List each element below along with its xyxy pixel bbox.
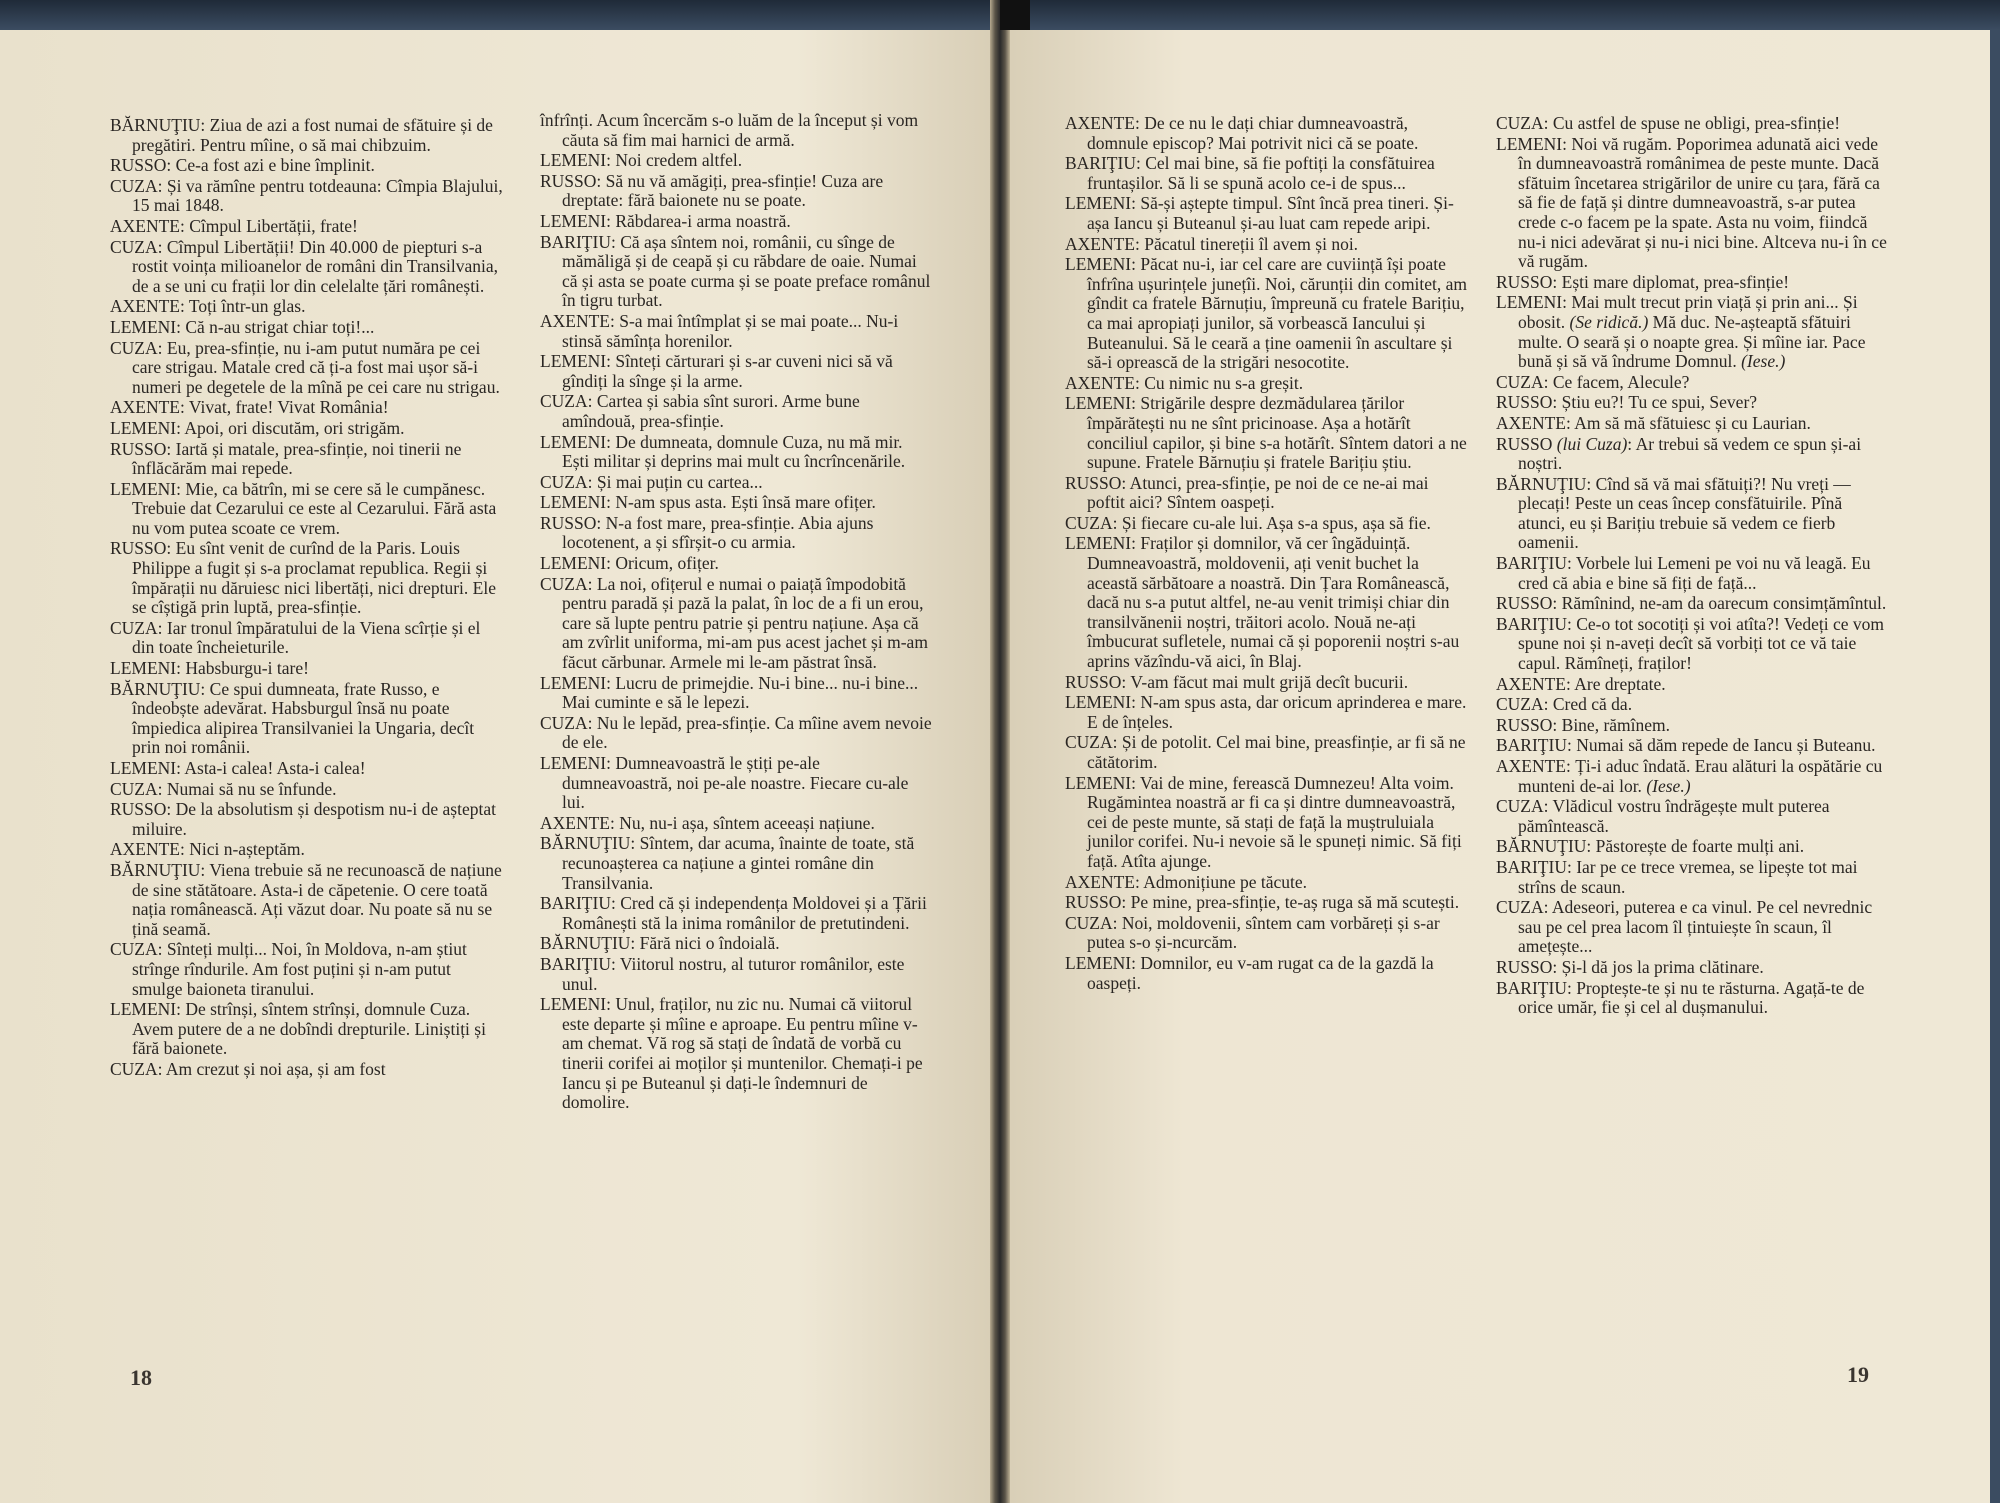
dialogue-line: CUZA: Nu le lepăd, prea-sfinție. Ca mîine avem nevoie de ele.: [540, 712, 932, 753]
dialogue-line: RUSSO: Rămînind, ne-am da oarecum consimțămîntul.: [1496, 593, 1887, 614]
book-spine: [990, 0, 1010, 1503]
dialogue-line: CUZA: Și fiecare cu-ale lui. Așa s-a spus, așa să fie.: [1065, 512, 1431, 533]
dialogue-line: LEMENI: Mie, ca bătrîn, mi se cere să le cumpănesc. Trebuie dat Cezarului ce este al Cezarului. Fără asta nu vom putea scoate ce vrem.: [110, 478, 497, 538]
dialogue-line: RUSSO (lui Cuza): Ar trebui să vedem ce spun și-ai noștri.: [1496, 433, 1862, 474]
dialogue-line: CUZA: Și de potolit. Cel mai bine, preasfinție, ar fi să ne cătătorim.: [1065, 732, 1466, 772]
dialogue-line: BARIŢIU: Iar pe ce trece vremea, se lipește tot mai strîns de scaun.: [1496, 856, 1858, 897]
dialogue-line: AXENTE: Cu nimic nu s-a greșit.: [1065, 372, 1304, 393]
dialogue-line: RUSSO: Bine, rămînem.: [1496, 714, 1671, 735]
dialogue-line: AXENTE: Vivat, frate! Vivat România!: [110, 397, 389, 418]
dialogue-line: CUZA: Noi, moldovenii, sîntem cam vorbăreți și s-ar putea s-o și-ncurcăm.: [1065, 912, 1440, 953]
dialogue-line: RUSSO: Știu eu?! Tu ce spui, Sever?: [1496, 392, 1758, 413]
left-page-column-2: [540, 111, 932, 1114]
dialogue-line: LEMENI: Răbdarea-i arma noastră.: [540, 210, 791, 231]
dialogue-line: LEMENI: Oricum, ofițer.: [540, 553, 719, 574]
dialogue-line: BARIŢIU: Cel mai bine, să fie poftiți la consfătuirea fruntașilor. Să li se spună acolo ce-i de spus...: [1065, 153, 1435, 193]
dialogue-line: BARIŢIU: Proptește-te și nu te răsturna. Agață-te de orice umăr, fie și cel al dușmanului.: [1496, 977, 1865, 1018]
right-page: [1005, 30, 2000, 1503]
dialogue-line: LEMENI: Strigările despre dezmădularea țărilor împărătești nu ne sînt pricinoase. Așa a hotărît conciliul capilor, și bine s-a hotărît. Sîntem datori a ne supune. Fratele Bărnuțiu și fratele Barițiu știu.: [1065, 393, 1467, 473]
dialogue-line: AXENTE: Nu, nu-i așa, sîntem aceeași națiune.: [540, 812, 875, 833]
dialogue-line: RUSSO: Ești mare diplomat, prea-sfinție!: [1496, 271, 1790, 292]
dialogue-line: CUZA: Sînteți mulți... Noi, în Moldova, n-am știut strînge rîndurile. Am fost puțini și n-am putut smulge baioneta tiranului.: [110, 939, 467, 999]
dialogue-line: AXENTE: Toți într-un glas.: [110, 296, 306, 317]
dialogue-line: BĂRNUŢIU: Fără nici o îndoială.: [540, 933, 780, 954]
dialogue-line: LEMENI: N-am spus asta, dar oricum aprinderea e mare. E de înțeles.: [1065, 692, 1467, 732]
dialogue-line: înfrînți. Acum încercăm s-o luăm de la început și vom căuta să fim mai harnici de armă.: [540, 110, 919, 150]
dialogue-line: CUZA: Am crezut și noi așa, și am fost: [110, 1058, 386, 1079]
page-number-left: 18: [130, 1365, 152, 1390]
dialogue-line: LEMENI: Sînteți cărturari și s-ar cuveni nici să vă gîndiți la sînge și la arme.: [540, 351, 893, 391]
dialogue-line: LEMENI: N-am spus asta. Ești însă mare ofițer.: [540, 492, 876, 513]
dialogue-line: CUZA: Și va rămîne pentru totdeauna: Cîmpia Blajului, 15 mai 1848.: [110, 175, 503, 216]
dialogue-line: CUZA: Cîmpul Libertății! Din 40.000 de piepturi s-a rostit voința milioanelor de români din Transilvania, de a se uni cu frații lor din celelalte țări românești.: [110, 236, 498, 296]
dialogue-line: CUZA: Cu astfel de spuse ne obligi, prea-sfinție!: [1496, 113, 1841, 133]
dialogue-line: CUZA: Numai să nu se înfunde.: [110, 778, 337, 799]
dialogue-line: BĂRNUŢIU: Păstorește de foarte mulți ani.: [1496, 836, 1805, 857]
dialogue-line: CUZA: Și mai puțin cu cartea...: [540, 471, 763, 492]
dialogue-line: RUSSO: Iartă și matale, prea-sfinție, noi tinerii ne înflăcărăm mai repede.: [110, 438, 462, 479]
dialogue-line: LEMENI: Asta-i calea! Asta-i calea!: [110, 758, 366, 778]
dialogue-line: CUZA: Cred că da.: [1496, 694, 1633, 715]
dialogue-line: AXENTE: Am să mă sfătuiesc și cu Laurian.: [1496, 412, 1811, 433]
dialogue-line: AXENTE: S-a mai întîmplat și se mai poate... Nu-i stinsă sămînța horenilor.: [540, 310, 899, 351]
dialogue-line: BARIŢIU: Ce-o tot socotiți și voi atîta?! Vedeți ce vom spune noi și n-aveți decît să vorbiți tot ce vă taie capul. Rămîneți, fraților!: [1496, 613, 1885, 674]
dialogue-line: BĂRNUŢIU: Sîntem, dar acuma, înainte de toate, stă recunoașterea ca națiune a gintei române din Transilvania.: [540, 833, 915, 893]
dialogue-line: RUSSO: N-a fost mare, prea-sfinție. Abia ajuns locotenent, a și sfîrșit-o cu armia.: [540, 512, 874, 553]
dialogue-line: LEMENI: De strînși, sîntem strînși, domnule Cuza. Avem putere de a ne dobîndi drepturile. Liniștiți și fără baionete.: [110, 999, 486, 1059]
dialogue-line: RUSSO: Să nu vă amăgiți, prea-sfinție! Cuza are dreptate: fără baionete nu se poate.: [540, 170, 884, 211]
left-page: [0, 30, 995, 1503]
dialogue-line: AXENTE: De ce nu le dați chiar dumneavoastră, domnule episcop? Mai potrivit nici că se poate.: [1065, 113, 1419, 153]
dialogue-line: BĂRNUŢIU: Cînd să vă mai sfătuiți?! Nu vreți — plecați! Peste un ceas încep consfătuirile. Pînă atunci, eu și Barițiu trebuie să vedem ce fierb oamenii.: [1496, 473, 1851, 553]
dialogue-line: AXENTE: Admonițiune pe tăcute.: [1065, 871, 1308, 892]
dialogue-line: BARIŢIU: Numai să dăm repede de Iancu și Buteanu.: [1496, 735, 1876, 756]
dialogue-line: BARIŢIU: Vorbele lui Lemeni pe voi nu vă leagă. Eu cred că abia e bine să fiți de față...: [1496, 553, 1871, 593]
page-number-right: 19: [1847, 1362, 1869, 1387]
dialogue-line: BĂRNUŢIU: Viena trebuie să ne recunoască de națiune de sine stătătoare. Asta-i de căpetenie. O cere toată nația românească. Ați văzut doar. Nu poate să nu se țină seamă.: [110, 859, 502, 939]
dialogue-line: RUSSO: Ce-a fost azi e bine împlinit.: [110, 155, 375, 176]
dialogue-line: LEMENI: Unul, fraților, nu zic nu. Numai că viitorul este departe și mîine e aproape. Eu pentru mîine v-am chemat. Vă rog să stați de îndată de vorbă cu tinerii corifei ai moților și muntenilor. Chemați-i pe Iancu și pe Buteanul și dați-le îndemnuri de domolire.: [540, 994, 923, 1113]
dialogue-line: BARIŢIU: Că așa sîntem noi, românii, cu sînge de mămăligă și de ceapă și cu răbdare de oaie. Numai că și asta se poate curma și se poate preface românul în tigru turbat.: [540, 231, 931, 311]
dialogue-line: RUSSO: Atunci, prea-sfinție, pe noi de ce ne-ai mai poftit aici? Sîntem oaspeți.: [1065, 472, 1429, 513]
dialogue-line: CUZA: La noi, ofițerul e numai o paiață împodobită pentru paradă și pază la palat, în loc de a fi un erou, care să lupte pentru patrie și pentru națiune. Așa că am zvîrlit uniforma, mi-am pus acest jachet și m-am făcut cărbunar. Armele mi le-am păstrat însă.: [540, 573, 928, 673]
dialogue-line: LEMENI: Păcat nu-i, iar cel care are cuviință își poate înfrîna ușurințele junețîi. Noi, cărunții din comitet, am gîndit ca fratele Bărnuțiu, împreună cu fratele Barițiu, ca mai apropiați junilor, să vorbească Iancului și Buteanului. Să le ceară a ține oamenii în ascultare și să-i oprească de la strigări nesocotite.: [1065, 254, 1468, 373]
dialogue-line: LEMENI: Domnilor, eu v-am rugat ca de la gazdă la oaspeți.: [1065, 952, 1434, 993]
dialogue-line: BARIŢIU: Cred că și independența Moldovei și a Țării Românești stă la inima românilor de pretutindeni.: [540, 893, 927, 933]
dialogue-line: RUSSO: De la absolutism și despotism nu-i de așteptat miluire.: [110, 799, 496, 839]
dialogue-line: CUZA: Eu, prea-sfinție, nu i-am putut număra pe cei care strigau. Matale cred că ți-a fost mai ușor să-i numeri pe degetele de la mînă pe cei care nu strigau.: [110, 337, 500, 397]
dialogue-line: LEMENI: Apoi, ori discutăm, ori strigăm.: [110, 417, 405, 438]
dialogue-line: RUSSO: Pe mine, prea-sfinție, te-aș ruga să mă scutești.: [1065, 892, 1460, 913]
dialogue-line: LEMENI: Noi vă rugăm. Poporimea adunată aici vede în dumneavoastră românimea de peste munte. Dacă sfătuim încetarea strigărilor de unire cu țara, fără ca să fie de față și dintre dumneavoastră, s-ar putea crede c-o facem pe la spate. Asta nu voim, fiindcă nu-i nici adevărat și nu-i nici bine. Altceva nu-i în ce vă rugăm.: [1496, 133, 1887, 272]
dialogue-line: BĂRNUŢIU: Ziua de azi a fost numai de sfătuire și de pregătiri. Pentru mîine, o să mai chibzuim.: [110, 115, 493, 155]
dialogue-line: CUZA: Cartea și sabia sînt surori. Arme bune amîndouă, prea-sfinție.: [540, 391, 860, 431]
dialogue-line: LEMENI: Că n-au strigat chiar toți!...: [110, 316, 375, 337]
dialogue-line: CUZA: Ce facem, Alecule?: [1496, 371, 1690, 392]
dialogue-line: RUSSO: V-am făcut mai mult grijă decît bucurii.: [1065, 671, 1409, 692]
dialogue-line: AXENTE: Nici n-așteptăm.: [110, 839, 305, 860]
left-page-column-1: [110, 116, 503, 1081]
dialogue-line: LEMENI: Dumneavoastră le știți pe-ale dumneavoastră, noi pe-ale noastre. Fiecare cu-ale lui.: [540, 753, 909, 813]
dialogue-line: CUZA: Iar tronul împăratului de la Viena scîrție și el din toate încheieturile.: [110, 617, 481, 658]
dialogue-line: CUZA: Vlădicul vostru îndrăgește mult puterea pămîntească.: [1496, 796, 1830, 836]
dialogue-line: RUSSO: Eu sînt venit de curînd de la Paris. Louis Philippe a fugit și s-a proclamat republica. Regii și împărații nu dăruiesc nici libertăți, nici drepturi. Ele se cîștigă prin luptă, prea-sfinție.: [110, 538, 496, 618]
right-page-column-2: [1496, 114, 1889, 1019]
dialogue-line: LEMENI: Să-și aștepte timpul. Sînt încă prea tineri. Și-așa Iancu și Buteanul și-au luat cam repede aripi.: [1065, 193, 1454, 233]
right-page-column-1: [1065, 114, 1470, 994]
dialogue-line: LEMENI: Vai de mine, ferească Dumnezeu! Alta voim. Rugămintea noastră ar fi ca și dintre dumneavoastră, cei de peste munte, să stați de față la muștruluiala junilor corifei. Nu-i nevoie să le spuneți nimic. Să fiți față. Atîta ajunge.: [1065, 772, 1462, 871]
dialogue-line: RUSSO: Și-l dă jos la prima clătinare.: [1496, 956, 1764, 977]
dialogue-line: AXENTE: Cîmpul Libertății, frate!: [110, 215, 358, 236]
dialogue-line: AXENTE: Ți-i aduc îndată. Erau alături la ospătărie cu munteni de-ai lor. (Iese.): [1496, 756, 1883, 796]
dialogue-line: LEMENI: Habsburgu-i tare!: [110, 658, 309, 679]
dialogue-line: BĂRNUŢIU: Ce spui dumneata, frate Russo, e îndeobște adevărat. Habsburgul însă nu poate împiedica alipirea Transilvaniei la Ungaria, decît prin noi românii.: [110, 678, 475, 758]
dialogue-line: LEMENI: Lucru de primejdie. Nu-i bine... nu-i bine... Mai cuminte e să le lepezi.: [540, 672, 919, 713]
dialogue-line: LEMENI: Fraților și domnilor, vă cer îngăduință. Dumneavoastră, moldovenii, ați venit buchet la această sărbătoare a noastră. Din Țara Românească, dacă nu s-a putut altfel, ne-au venit trimiși chiar din transilvănenii noștri, trăitori acolo. Nouă ne-ați îmbucurat sufletele, numai că și poporenii noștri s-au aprins văzîndu-vă aici, în Blaj.: [1065, 533, 1460, 672]
dialogue-line: LEMENI: Mai mult trecut prin viață și prin ani... Și obosit. (Se ridică.) Mă duc. Ne-așteaptă sfătuiri multe. O seară și o noapte grea. Și mîine iar. Pace bună și să vă îndrume Domnul. (Iese.): [1496, 292, 1866, 372]
dialogue-line: AXENTE: Păcatul tinereții îl avem și noi.: [1065, 233, 1359, 254]
dialogue-line: LEMENI: Noi credem altfel.: [540, 150, 743, 171]
dialogue-line: LEMENI: De dumneata, domnule Cuza, nu mă mir. Ești militar și deprins mai mult cu încrîncenările.: [540, 431, 906, 472]
dialogue-line: BARIŢIU: Viitorul nostru, al tuturor românilor, este unul.: [540, 953, 905, 994]
book-cover-right-edge: [1990, 30, 2000, 1503]
dialogue-line: CUZA: Adeseori, puterea e ca vinul. Pe cel nevrednic sau pe cel prea lacom îl țintuiește în scaun, îl amețește...: [1496, 897, 1873, 957]
dialogue-line: AXENTE: Are dreptate.: [1496, 673, 1666, 694]
spine-top-shadow: [1000, 0, 1030, 30]
